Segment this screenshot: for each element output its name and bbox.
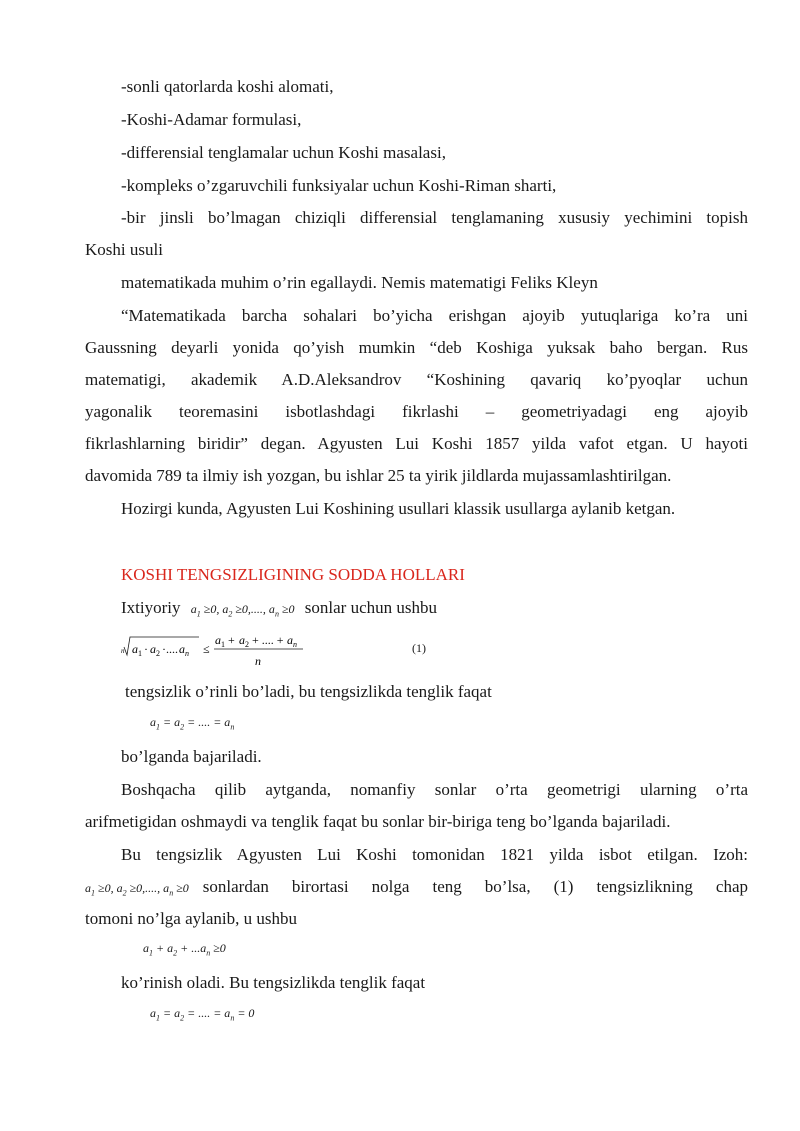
list-item-koshi-usuli-line1: -bir jinsli bo’lmagan chiziqli differensial tenglamaning xususiy yechimini topish bbox=[121, 208, 748, 227]
svg-text:a: a bbox=[150, 642, 156, 656]
text-fragment: sonlardan birortasi nolga teng bo’lsa, (1) tengsizlikning chap bbox=[202, 877, 748, 896]
paragraph-line: Hozirgi kunda, Agyusten Lui Koshining usullari klassik usullarga aylanib ketgan. bbox=[121, 499, 676, 518]
svg-text:n: n bbox=[293, 640, 297, 649]
section-heading: KOSHI TENGSIZLIGINING SODDA HOLLARI bbox=[121, 565, 465, 584]
svg-text:1: 1 bbox=[138, 649, 142, 658]
list-item-koshi-alomati: -sonli qatorlarda koshi alomati, bbox=[121, 77, 334, 96]
svg-text:n: n bbox=[121, 647, 125, 655]
list-item-koshi-riman: -kompleks o’zgaruvchili funksiyalar uchun Koshi-Riman sharti, bbox=[121, 176, 557, 195]
formula-cauchy-inequality bbox=[121, 625, 421, 669]
paragraph-line: ko’rinish oladi. Bu tengsizlikda tenglik faqat bbox=[121, 973, 426, 992]
svg-text:+: + bbox=[228, 633, 235, 647]
formula-sum-nonnegative: $a_1 + a_2 + ...a_n \ge 0$ bbox=[143, 941, 226, 958]
paragraph-line: yagonalik teoremasini isbotlashdagi fikrlashi – geometriyadagi eng ajoyib bbox=[85, 402, 748, 421]
formula-svg bbox=[121, 625, 421, 669]
paragraph-line: Gaussning deyarli yonida qo’yish mumkin “deb Koshiga yuksak baho bergan. Rus bbox=[85, 338, 748, 357]
formula-equality-zero: $a_1 = a_2$ = .... = $a_n = 0$ bbox=[150, 1006, 255, 1023]
svg-text:+ .... +: + .... + bbox=[252, 633, 284, 647]
svg-text:2: 2 bbox=[156, 649, 160, 658]
list-item-koshi-usuli-line2: Koshi usuli bbox=[85, 240, 163, 259]
svg-text:a: a bbox=[215, 633, 221, 647]
svg-text:2: 2 bbox=[245, 640, 249, 649]
paragraph-line: “Matematikada barcha sohalari bo’yicha erishgan ajoyib yutuqlariga ko’ra uni bbox=[121, 306, 748, 325]
paragraph-line-ixtiyoriy bbox=[121, 597, 748, 625]
paragraph-line: tomoni no’lga aylanib, u ushbu bbox=[85, 909, 298, 928]
formula-nonnegative: $a_1 \ge 0$, $a_2 \ge 0$,...., $a_n \ge 0$ bbox=[85, 881, 189, 898]
list-item-koshi-adamar: -Koshi-Adamar formulasi, bbox=[121, 110, 302, 129]
text-fragment: Ixtiyoriy bbox=[121, 598, 181, 617]
svg-text:a: a bbox=[239, 633, 245, 647]
svg-text:n: n bbox=[255, 654, 261, 668]
svg-text:·: · bbox=[144, 642, 148, 656]
paragraph-line: fikrlashlarning biridir” degan. Agyusten Lui Koshi 1857 yilda vafot etgan. U hayoti bbox=[85, 434, 748, 453]
paragraph-line-izoh bbox=[85, 876, 748, 904]
paragraph-line: tengsizlik o’rinli bo’ladi, bu tengsizlikda tenglik faqat bbox=[125, 682, 492, 701]
svg-text:≤: ≤ bbox=[203, 642, 210, 656]
equation-number: (1) bbox=[412, 641, 426, 655]
paragraph-line: davomida 789 ta ilmiy ish yozgan, bu ishlar 25 ta yirik jildlarda mujassamlashtirilgan. bbox=[85, 466, 672, 485]
svg-text:n: n bbox=[185, 649, 189, 658]
paragraph-line: bo’lganda bajariladi. bbox=[121, 747, 262, 766]
svg-text:·....: ·.... bbox=[162, 642, 178, 656]
formula-nonnegative: $a_1 \ge 0$, $a_2 \ge 0$,...., $a_n \ge 0$ bbox=[190, 602, 295, 619]
svg-text:a: a bbox=[132, 642, 138, 656]
formula-equality-condition: $a_1 = a_2$ = .... = $a_n$ bbox=[150, 715, 235, 732]
paragraph-line: arifmetigidan oshmaydi va tenglik faqat bu sonlar bir-biriga teng bo’lganda bajariladi. bbox=[85, 812, 671, 831]
paragraph-line: matematikada muhim o’rin egallaydi. Nemis matematigi Feliks Kleyn bbox=[121, 273, 598, 292]
svg-text:a: a bbox=[179, 642, 185, 656]
list-item-koshi-masalasi: -differensial tenglamalar uchun Koshi masalasi, bbox=[121, 143, 446, 162]
paragraph-line: Bu tengsizlik Agyusten Lui Koshi tomonidan 1821 yilda isbot etilgan. Izoh: bbox=[121, 845, 748, 864]
paragraph-line: Boshqacha qilib aytganda, nomanfiy sonlar o’rta geometrigi ularning o’rta bbox=[121, 780, 748, 799]
text-fragment: sonlar uchun ushbu bbox=[304, 598, 437, 617]
svg-text:1: 1 bbox=[221, 640, 225, 649]
svg-text:a: a bbox=[287, 633, 293, 647]
paragraph-line: matematigi, akademik A.D.Aleksandrov “Koshining qavariq ko’pyoqlar uchun bbox=[85, 370, 748, 389]
